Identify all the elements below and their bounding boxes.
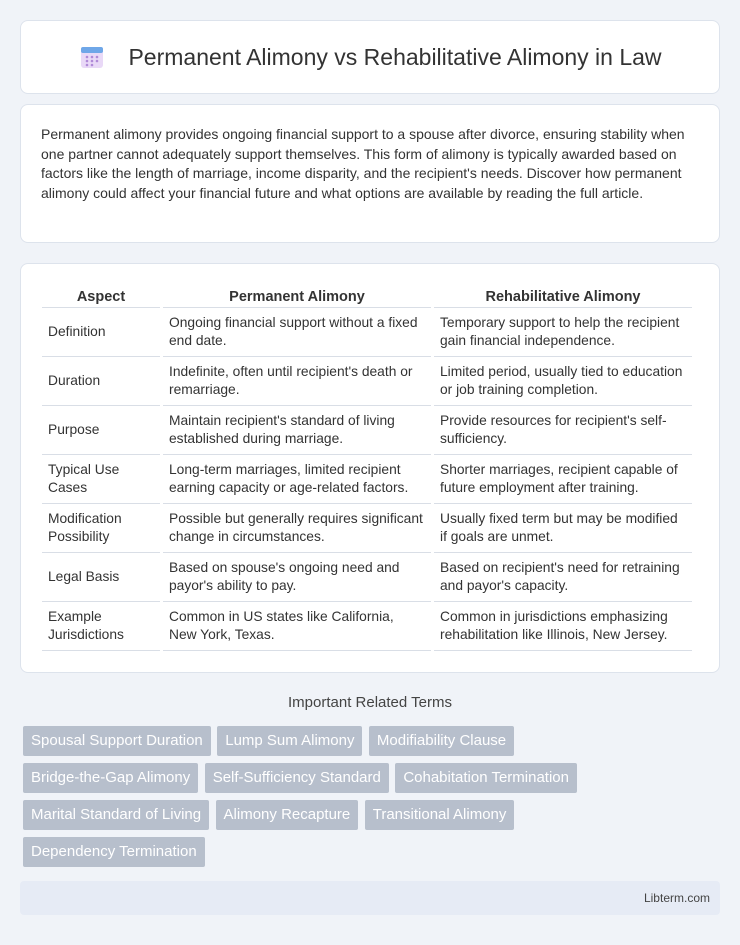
- intro-card: [20, 104, 720, 243]
- related-term-tag[interactable]: Transitional Alimony: [365, 800, 515, 830]
- cell-rehabilitative: Shorter marriages, recipient capable of future employment after training.: [434, 455, 692, 504]
- cell-permanent: Common in US states like California, New York, Texas.: [163, 602, 431, 651]
- header-aspect: Aspect: [42, 284, 160, 308]
- cell-aspect: Typical Use Cases: [42, 455, 160, 504]
- related-term-tag[interactable]: Lump Sum Alimony: [217, 726, 362, 756]
- cell-rehabilitative: Limited period, usually tied to education or job training completion.: [434, 357, 692, 406]
- cell-permanent: Possible but generally requires significant change in circumstances.: [163, 504, 431, 553]
- related-term-tag[interactable]: Self-Sufficiency Standard: [205, 763, 389, 793]
- header-permanent: Permanent Alimony: [163, 284, 431, 308]
- table-row: [42, 504, 692, 553]
- related-term-tag[interactable]: Bridge-the-Gap Alimony: [23, 763, 198, 793]
- cell-aspect: Definition: [42, 308, 160, 357]
- cell-aspect: Duration: [42, 357, 160, 406]
- cell-rehabilitative: Common in jurisdictions emphasizing rehabilitation like Illinois, New Jersey.: [434, 602, 692, 651]
- calendar-icon: [78, 43, 106, 71]
- table-row: [42, 357, 692, 406]
- table-row: [42, 455, 692, 504]
- cell-rehabilitative: Usually fixed term but may be modified if goals are unmet.: [434, 504, 692, 553]
- related-term-tag[interactable]: Alimony Recapture: [216, 800, 359, 830]
- cell-rehabilitative: Provide resources for recipient's self-sufficiency.: [434, 406, 692, 455]
- related-terms-title: Important Related Terms: [288, 694, 452, 711]
- cell-aspect: Example Jurisdictions: [42, 602, 160, 651]
- related-term-tag[interactable]: Dependency Termination: [23, 837, 205, 867]
- cell-aspect: Purpose: [42, 406, 160, 455]
- header-rehabilitative: Rehabilitative Alimony: [434, 284, 692, 308]
- related-terms-list: [23, 726, 723, 874]
- cell-permanent: Based on spouse's ongoing need and payor's ability to pay.: [163, 553, 431, 602]
- cell-rehabilitative: Based on recipient's need for retraining and payor's capacity.: [434, 553, 692, 602]
- table-row: [42, 602, 692, 651]
- page-title: Permanent Alimony vs Rehabilitative Alimony in Law: [128, 43, 662, 70]
- intro-text: Permanent alimony provides ongoing financial support to a spouse after divorce, ensuring stability when one partner cannot adequately support themselves. This form of alimony is typically awarded based on factors like the length of marriage, income disparity, and the recipient's needs. Discover how permanent alimony could affect your financial future and what options are available by reading the full article.: [41, 126, 685, 201]
- comparison-table: [39, 284, 695, 651]
- cell-aspect: Modification Possibility: [42, 504, 160, 553]
- cell-permanent: Long-term marriages, limited recipient earning capacity or age-related factors.: [163, 455, 431, 504]
- table-row: [42, 308, 692, 357]
- table-row: [42, 406, 692, 455]
- header-card: [20, 20, 720, 94]
- related-term-tag[interactable]: Spousal Support Duration: [23, 726, 211, 756]
- footer-site-link[interactable]: Libterm.com: [643, 891, 710, 905]
- cell-rehabilitative: Temporary support to help the recipient gain financial independence.: [434, 308, 692, 357]
- cell-permanent: Ongoing financial support without a fixed end date.: [163, 308, 431, 357]
- table-row: [42, 553, 692, 602]
- cell-aspect: Legal Basis: [42, 553, 160, 602]
- related-term-tag[interactable]: Cohabitation Termination: [395, 763, 577, 793]
- related-term-tag[interactable]: Modifiability Clause: [369, 726, 514, 756]
- comparison-table-card: [20, 263, 720, 673]
- cell-permanent: Indefinite, often until recipient's death or remarriage.: [163, 357, 431, 406]
- cell-permanent: Maintain recipient's standard of living established during marriage.: [163, 406, 431, 455]
- table-header-row: [42, 284, 692, 308]
- related-term-tag[interactable]: Marital Standard of Living: [23, 800, 209, 830]
- footer: [20, 881, 720, 915]
